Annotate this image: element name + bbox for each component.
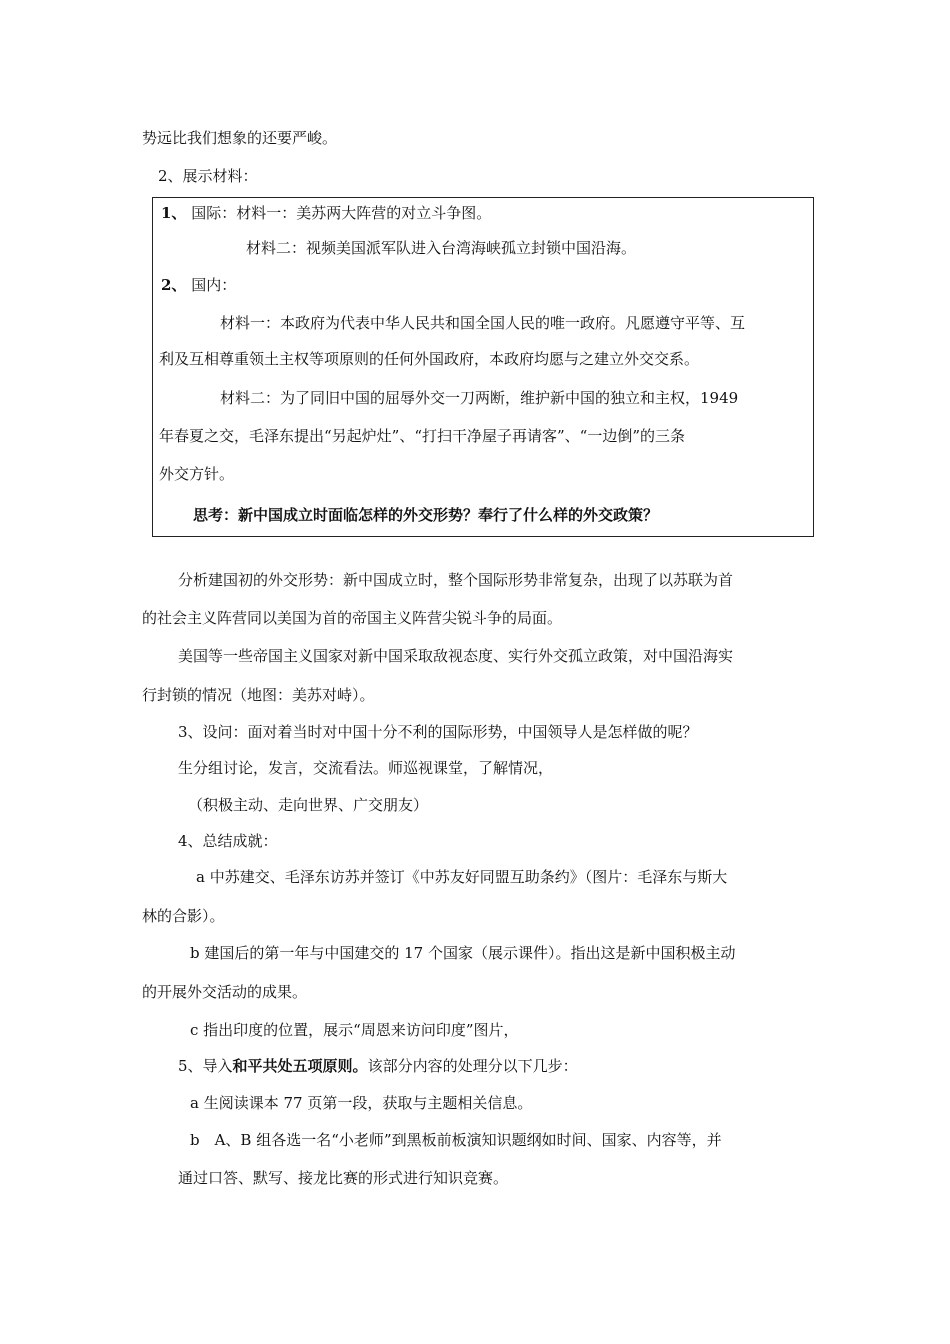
step3-question: 3、设问：面对着当时对中国十分不利的国际形势，中国领导人是怎样做的呢？ (178, 723, 698, 741)
step3-discussion: 生分组讨论，发言，交流看法。师巡视课堂，了解情况， (178, 759, 554, 777)
step3-answer: （积极主动、走向世界、广交朋友） (188, 796, 429, 814)
step4-heading: 4、总结成就： (178, 832, 278, 850)
step5-prefix: 5、导入 (178, 1057, 233, 1075)
step5-bold-term: 和平共处五项原则。 (232, 1057, 368, 1075)
analysis-p1-line1: 分析建国初的外交形势：新中国成立时，整个国际形势非常复杂，出现了以苏联为首 (178, 571, 734, 589)
step4-c-line1: c 指出印度的位置，展示“周恩来访问印度”图片， (190, 1021, 519, 1039)
domestic-material-2-line2: 年春夏之交，毛泽东提出“另起炉灶”、“打扫干净屋子再请客”、“一边倒”的三条 (159, 427, 686, 445)
domestic-number: 2、 (161, 276, 187, 294)
materials-box (152, 197, 814, 537)
intl-number: 1、 (161, 204, 187, 222)
analysis-p2-line1: 美国等一些帝国主义国家对新中国采取敌视态度、实行外交孤立政策，对中国沿海实 (178, 647, 734, 665)
step2-heading: 2、展示材料： (158, 167, 258, 185)
analysis-p2-line2: 行封锁的情况（地图：美苏对峙）。 (142, 686, 375, 704)
step5-a-line1: a 生阅读课本 77 页第一段，获取与主题相关信息。 (190, 1094, 533, 1112)
intl-material-2: 材料二：视频美国派军队进入台湾海峡孤立封锁中国沿海。 (246, 239, 637, 257)
step4-a-line1: a 中苏建交、毛泽东访苏并签订《中苏友好同盟互助条约》（图片：毛泽东与斯大 (196, 868, 728, 886)
step5-suffix: 该部分内容的处理分以下几步： (367, 1057, 578, 1075)
step4-b-line1: b 建国后的第一年与中国建交的 17 个国家（展示课件）。指出这是新中国积极主动 (190, 944, 736, 962)
think-question: 思考：新中国成立时面临怎样的外交形势？奉行了什么样的外交政策？ (193, 506, 659, 524)
domestic-material-2-line3: 外交方针。 (159, 465, 235, 483)
intro-line: 势远比我们想象的还要严峻。 (142, 129, 338, 147)
step4-b-line2: 的开展外交活动的成果。 (142, 983, 308, 1001)
domestic-material-1-line2: 利及互相尊重领土主权等项原则的任何外国政府，本政府均愿与之建立外交交系。 (159, 350, 700, 368)
domestic-label: 国内： (191, 276, 237, 294)
analysis-p1-line2: 的社会主义阵营同以美国为首的帝国主义阵营尖锐斗争的局面。 (142, 609, 563, 627)
intl-material-1: 国际：材料一：美苏两大阵营的对立斗争图。 (191, 204, 492, 222)
step4-a-line2: 林的合影）。 (142, 907, 225, 925)
step5-b-line1: b A、B 组各选一名“小老师”到黑板前板演知识题纲如时间、国家、内容等，并 (190, 1131, 722, 1149)
step5-b-line2: 通过口答、默写、接龙比赛的形式进行知识竞赛。 (178, 1169, 509, 1187)
domestic-material-2-line1: 材料二：为了同旧中国的屈辱外交一刀两断，维护新中国的独立和主权，1949 (220, 389, 739, 407)
domestic-material-1-line1: 材料一：本政府为代表中华人民共和国全国人民的唯一政府。凡愿遵守平等、互 (220, 314, 746, 332)
step5-heading (178, 1056, 578, 1076)
